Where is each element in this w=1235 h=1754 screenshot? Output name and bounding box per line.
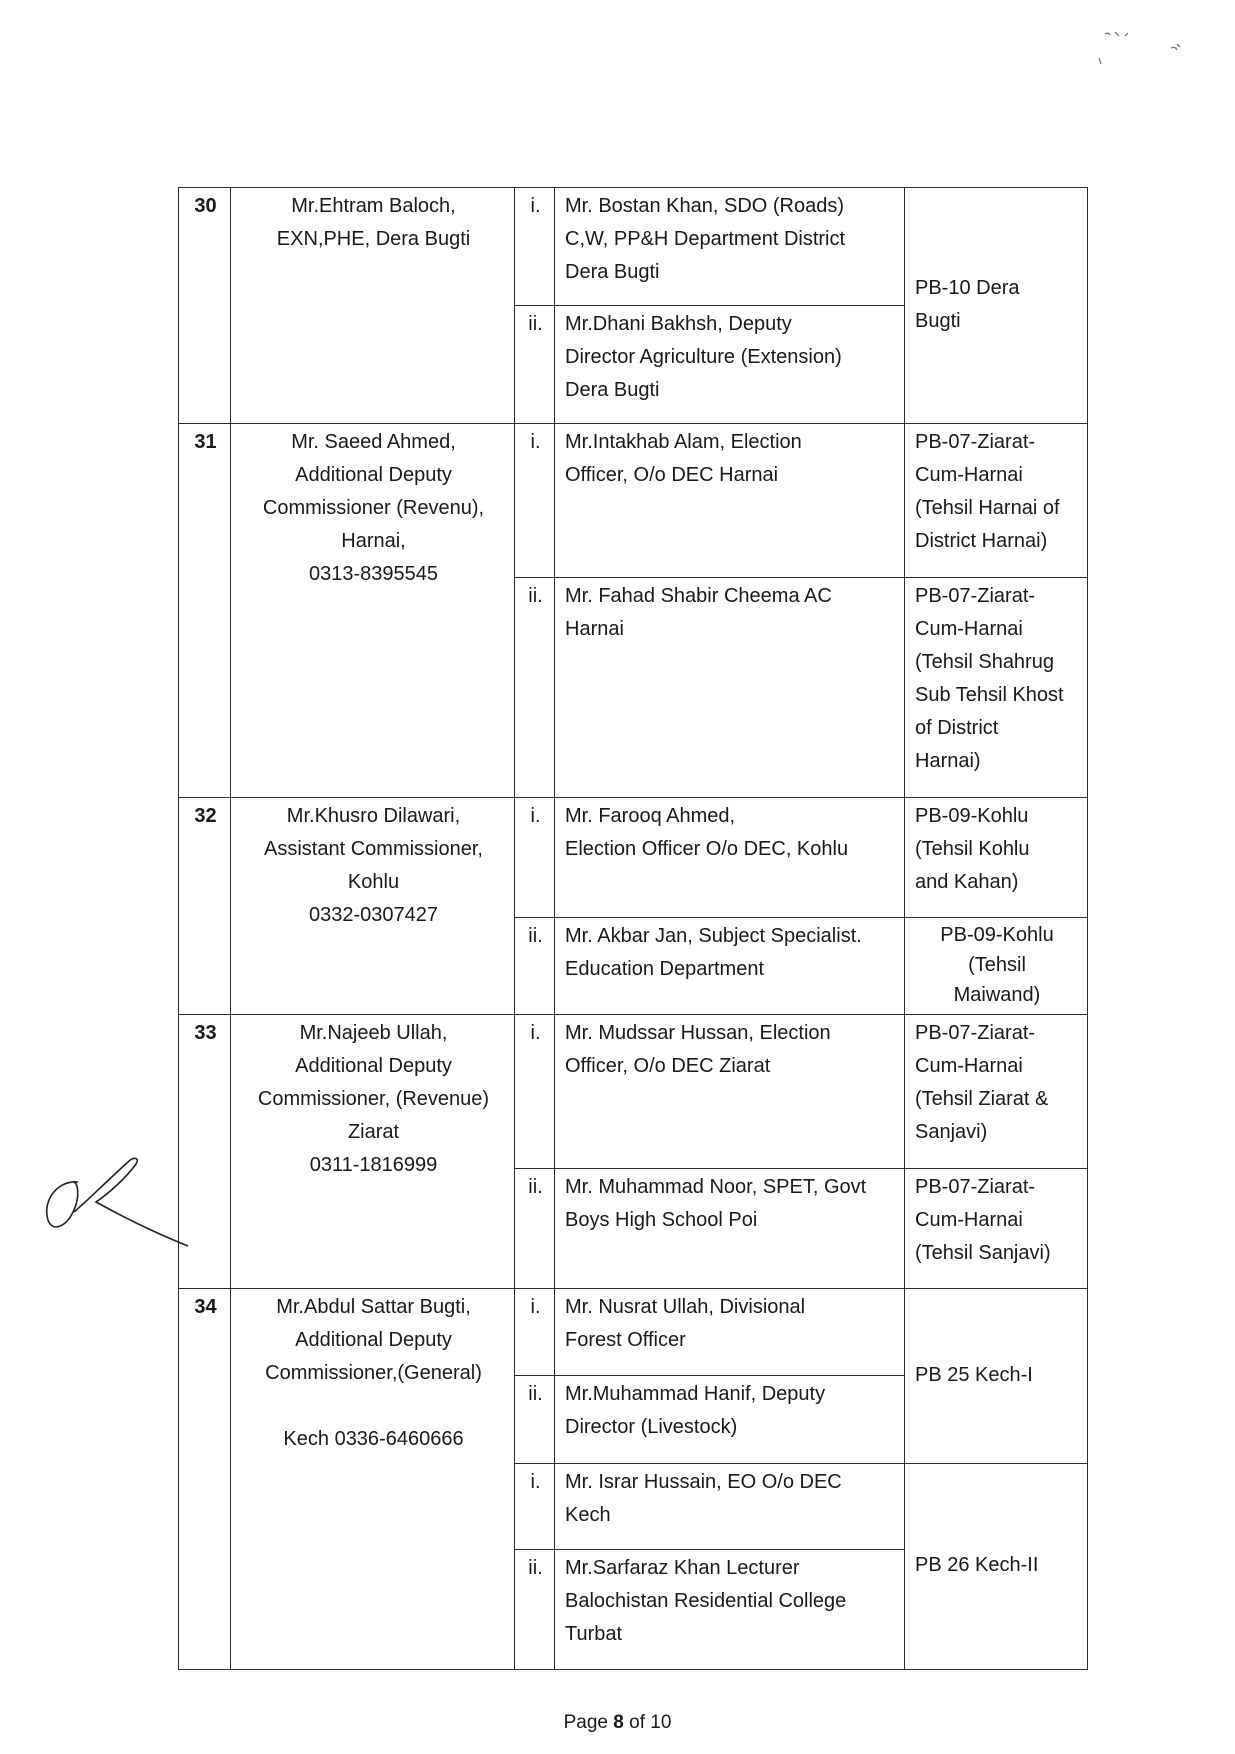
constituency-cell: PB-10 Dera Bugti: [905, 188, 1088, 424]
officer-text: Mr.Najeeb Ullah, Additional Deputy Commissioner, (Revenue) Ziarat 0311-1816999: [257, 1022, 490, 1176]
officer-cell: [231, 798, 515, 1015]
page-total: 10: [650, 1712, 672, 1733]
rep-number: ii.: [515, 1376, 555, 1464]
constituency-cell: PB-07-Ziarat- Cum-Harnai (Tehsil Sanjavi): [905, 1169, 1088, 1289]
representative-cell: Mr. Muhammad Noor, SPET, Govt Boys High School Poi: [555, 1169, 905, 1289]
serial-number: 34: [179, 1289, 231, 1670]
rep-number: ii.: [515, 918, 555, 1015]
constituency-cell: PB-09-Kohlu (Tehsil Maiwand): [905, 918, 1088, 1015]
officer-cell: [231, 424, 515, 798]
constituency-cell: PB-07-Ziarat- Cum-Harnai (Tehsil Ziarat & Sanjavi): [905, 1015, 1088, 1169]
corner-scribble-icon: [1085, 24, 1195, 74]
rep-number: i.: [515, 424, 555, 578]
representative-cell: Mr.Muhammad Hanif, Deputy Director (Livestock): [555, 1376, 905, 1464]
rep-number: ii.: [515, 1550, 555, 1670]
serial-number: 33: [179, 1015, 231, 1289]
representative-cell: Mr.Dhani Bakhsh, Deputy Director Agriculture (Extension) Dera Bugti: [555, 306, 905, 424]
serial-number: 30: [179, 188, 231, 424]
rep-number: i.: [515, 1015, 555, 1169]
page-number: 8: [613, 1712, 624, 1733]
representative-cell: Mr.Intakhab Alam, Election Officer, O/o DEC Harnai: [555, 424, 905, 578]
constituency-cell: PB-07-Ziarat- Cum-Harnai (Tehsil Harnai of District Harnai): [905, 424, 1088, 578]
rep-number: i.: [515, 1289, 555, 1376]
officer-text: Mr. Saeed Ahmed, Additional Deputy Commissioner (Revenu), Harnai, 0313-8395545: [262, 431, 485, 585]
rep-number: i.: [515, 188, 555, 306]
signature-icon: [38, 1140, 208, 1250]
table-row: [179, 1289, 1088, 1376]
officer-text: Mr.Ehtram Baloch, EXN,PHE, Dera Bugti: [276, 195, 471, 250]
representative-cell: Mr. Nusrat Ullah, Divisional Forest Officer: [555, 1289, 905, 1376]
page-footer: Page 8 of 10: [563, 1712, 672, 1733]
assignment-table: [178, 187, 1088, 1670]
officer-text: Mr.Abdul Sattar Bugti, Additional Deputy Commissioner,(General) Kech 0336-6460666: [265, 1296, 482, 1450]
constituency-cell: PB-09-Kohlu (Tehsil Kohlu and Kahan): [905, 798, 1088, 918]
rep-number: ii.: [515, 578, 555, 798]
table-row: [179, 188, 1088, 306]
rep-number: i.: [515, 1464, 555, 1550]
serial-number: 31: [179, 424, 231, 798]
officer-cell: [231, 1289, 515, 1670]
representative-cell: Mr. Bostan Khan, SDO (Roads) C,W, PP&H Department District Dera Bugti: [555, 188, 905, 306]
constituency-cell: PB 26 Kech-II: [905, 1464, 1088, 1670]
representative-cell: Mr. Fahad Shabir Cheema AC Harnai: [555, 578, 905, 798]
representative-cell: Mr. Mudssar Hussan, Election Officer, O/o DEC Ziarat: [555, 1015, 905, 1169]
representative-cell: Mr. Israr Hussain, EO O/o DEC Kech: [555, 1464, 905, 1550]
officer-cell: [231, 188, 515, 424]
rep-number: ii.: [515, 1169, 555, 1289]
serial-number: 32: [179, 798, 231, 1015]
representative-cell: Mr.Sarfaraz Khan Lecturer Balochistan Residential College Turbat: [555, 1550, 905, 1670]
table-row: [179, 1015, 1088, 1169]
representative-cell: Mr. Farooq Ahmed, Election Officer O/o DEC, Kohlu: [555, 798, 905, 918]
table-row: [179, 798, 1088, 918]
table-row: [179, 424, 1088, 578]
officer-text: Mr.Khusro Dilawari, Assistant Commissioner, Kohlu 0332-0307427: [264, 805, 483, 926]
constituency-cell: PB 25 Kech-I: [905, 1289, 1088, 1464]
rep-number: ii.: [515, 306, 555, 424]
rep-number: i.: [515, 798, 555, 918]
representative-cell: Mr. Akbar Jan, Subject Specialist. Education Department: [555, 918, 905, 1015]
officer-cell: [231, 1015, 515, 1289]
constituency-cell: PB-07-Ziarat- Cum-Harnai (Tehsil Shahrug Sub Tehsil Khost of District Harnai): [905, 578, 1088, 798]
